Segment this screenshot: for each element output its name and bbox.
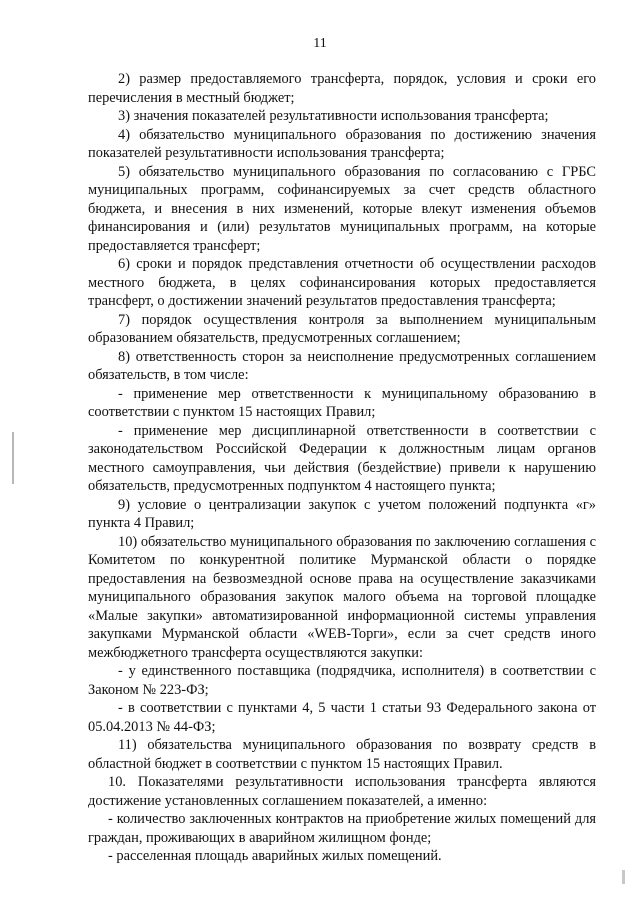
paragraph: - расселенная площадь аварийных жилых помещений.	[108, 848, 442, 864]
paragraph: 10) обязательство муниципального образования по заключению соглашения с Комитетом по конкурентной политике Мурманской области о порядке предоставления на безвозмездной основе права на осуществление заказчиками муниципального образования закупок малого объема на торговой площадке «Малые закупки» автоматизированной информационной системы управления закупками Мурманской области «WEB-Торги», если за счет средств иного межбюджетного трансферта осуществляются закупки:	[88, 533, 596, 661]
paragraph: 9) условие о централизации закупок с учетом положений подпункта «г» пункта 4 Правил;	[88, 496, 596, 531]
paragraph: - у единственного поставщика (подрядчика, исполнителя) в соответствии с Законом № 223-ФЗ;	[88, 663, 596, 698]
paragraph: - применение мер ответственности к муниципальному образованию в соответствии с пунктом 15 настоящих Правил;	[88, 385, 596, 420]
document-body	[88, 70, 596, 866]
paragraph: - в соответствии с пунктами 4, 5 части 1 статьи 93 Федерального закона от 05.04.2013 № 44-ФЗ;	[88, 700, 596, 735]
scan-margin-mark	[12, 432, 14, 484]
page-number: 11	[313, 36, 327, 51]
paragraph: 3) значения показателей результативности использования трансферта;	[118, 108, 549, 124]
paragraph: 10. Показателями результативности использования трансферта являются достижение установленных соглашением показателей, а именно:	[88, 774, 596, 809]
paragraph: - количество заключенных контрактов на приобретение жилых помещений для граждан, проживающих в аварийном жилищном фонде;	[88, 811, 596, 846]
paragraph: 4) обязательство муниципального образования по достижению значения показателей результативности использования трансферта;	[88, 126, 596, 161]
scan-corner-mark	[622, 870, 625, 884]
paragraph: - применение мер дисциплинарной ответственности в соответствии с законодательством Российской Федерации к должностным лицам органов местного самоуправления, чьи действия (бездействие) привели к нарушению обязательств, предусмотренных подпунктом 4 настоящего пункта;	[88, 422, 596, 494]
paragraph: 11) обязательства муниципального образования по возврату средств в областной бюджет в соответствии с пунктом 15 настоящих Правил.	[88, 737, 596, 772]
paragraph: 6) сроки и порядок представления отчетности об осуществлении расходов местного бюджета, в целях софинансирования которых предоставляется трансферт, о достижении значений результатов предоставления трансферта;	[88, 256, 596, 309]
paragraph: 8) ответственность сторон за неисполнение предусмотренных соглашением обязательств, в том числе:	[88, 348, 596, 383]
paragraph: 2) размер предоставляемого трансферта, порядок, условия и сроки его перечисления в местный бюджет;	[88, 71, 596, 106]
paragraph: 7) порядок осуществления контроля за выполнением муниципальным образованием обязательств, предусмотренных соглашением;	[88, 311, 596, 346]
paragraph: 5) обязательство муниципального образования по согласованию с ГРБС муниципальных программ, софинансируемых за счет средств областного бюджета, и внесения в них изменений, которые влекут изменения объемов финансирования и (или) результатов муниципальных программ, на которые предоставляется трансферт;	[88, 163, 596, 254]
